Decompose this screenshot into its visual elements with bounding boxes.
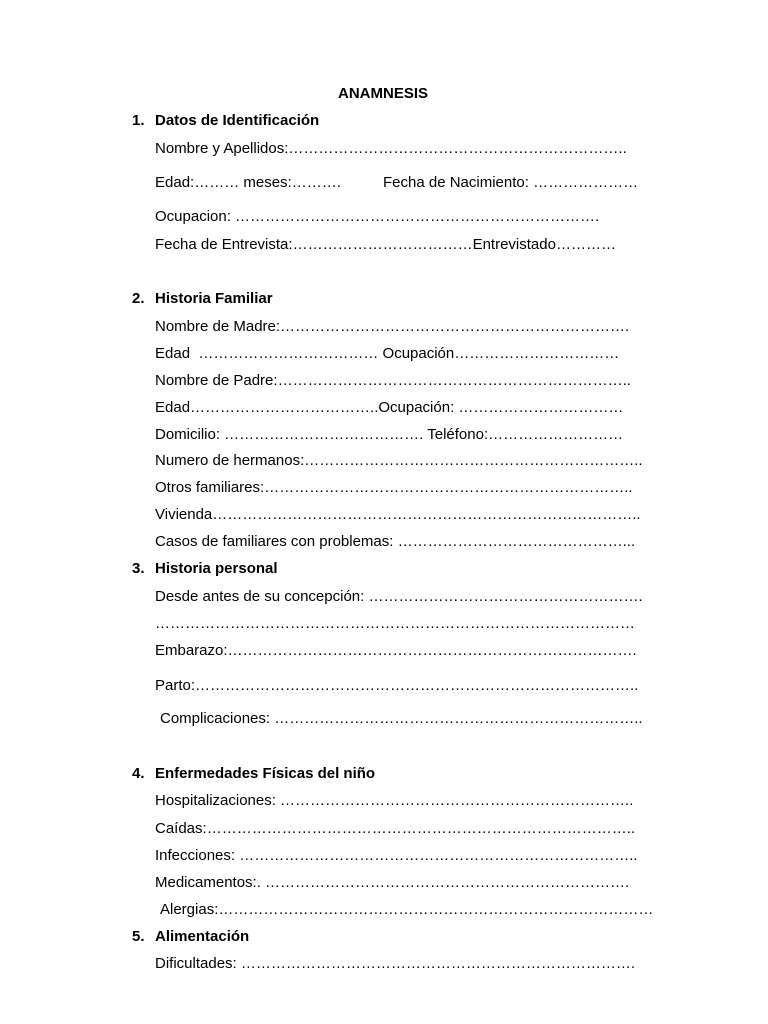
section-number: 5.: [132, 928, 145, 945]
section-heading: Alimentación: [155, 928, 250, 945]
field-line: Desde antes de su concepción: ……………………………………………….: [155, 588, 643, 605]
field-line: Fecha de Entrevista:………………………………Entrevistado…………: [155, 236, 616, 253]
field-line: Vivienda…………………………………………………………………………..: [155, 506, 641, 523]
field-line: Alergias:……………………………………………………………………………: [160, 901, 654, 918]
field-line: Fecha de Nacimiento: …………………: [383, 174, 639, 191]
field-line: Domicilio: …………………………………. Teléfono:………………………: [155, 426, 624, 443]
field-line: Edad:……… meses:……….: [155, 174, 341, 191]
document-title: ANAMNESIS: [338, 85, 429, 102]
field-line: Infecciones: ……………………………………………………………………..: [155, 847, 638, 864]
field-line: Edad ……………………………… Ocupación……………………………: [155, 345, 620, 362]
section-heading: Historia personal: [155, 560, 278, 577]
section-heading: Enfermedades Físicas del niño: [155, 765, 376, 782]
field-line: Casos de familiares con problemas: ………………………………………...: [155, 533, 636, 550]
section-heading: Datos de Identificación: [155, 112, 320, 129]
section-number: 3.: [132, 560, 145, 577]
field-line: ……………………………………………………………………………………: [155, 615, 635, 632]
field-line: Edad………………………………..Ocupación: ……………………………: [155, 399, 624, 416]
field-line: Medicamentos:. ……………………………………………………………….: [155, 874, 630, 891]
section-number: 4.: [132, 765, 145, 782]
field-line: Numero de hermanos:…………………………………………………………..: [155, 452, 643, 469]
section-heading: Historia Familiar: [155, 290, 273, 307]
field-line: Caídas:…………………………………………………………………………..: [155, 820, 636, 837]
field-line: Hospitalizaciones: ……………………………………………………………..: [155, 792, 634, 809]
field-line: Nombre de Madre:…………………………………………………………….: [155, 318, 630, 335]
field-line: Nombre de Padre:……………………………………………………………..: [155, 372, 631, 389]
field-line: Nombre y Apellidos:…………………………………………………………..: [155, 140, 627, 157]
section-number: 1.: [132, 112, 145, 129]
field-line: Dificultades: …………………………………………………………………….: [155, 955, 636, 972]
field-line: Otros familiares:………………………………………………………………..: [155, 479, 633, 496]
field-line: Embarazo:……………………………………………………………………….: [155, 642, 637, 659]
section-number: 2.: [132, 290, 145, 307]
field-line: Ocupacion: ……………………………………………………………….: [155, 208, 600, 225]
field-line: Complicaciones: ………………………………………………………………..: [160, 710, 643, 727]
field-line: Parto:……………………………………………………………………………..: [155, 677, 639, 694]
